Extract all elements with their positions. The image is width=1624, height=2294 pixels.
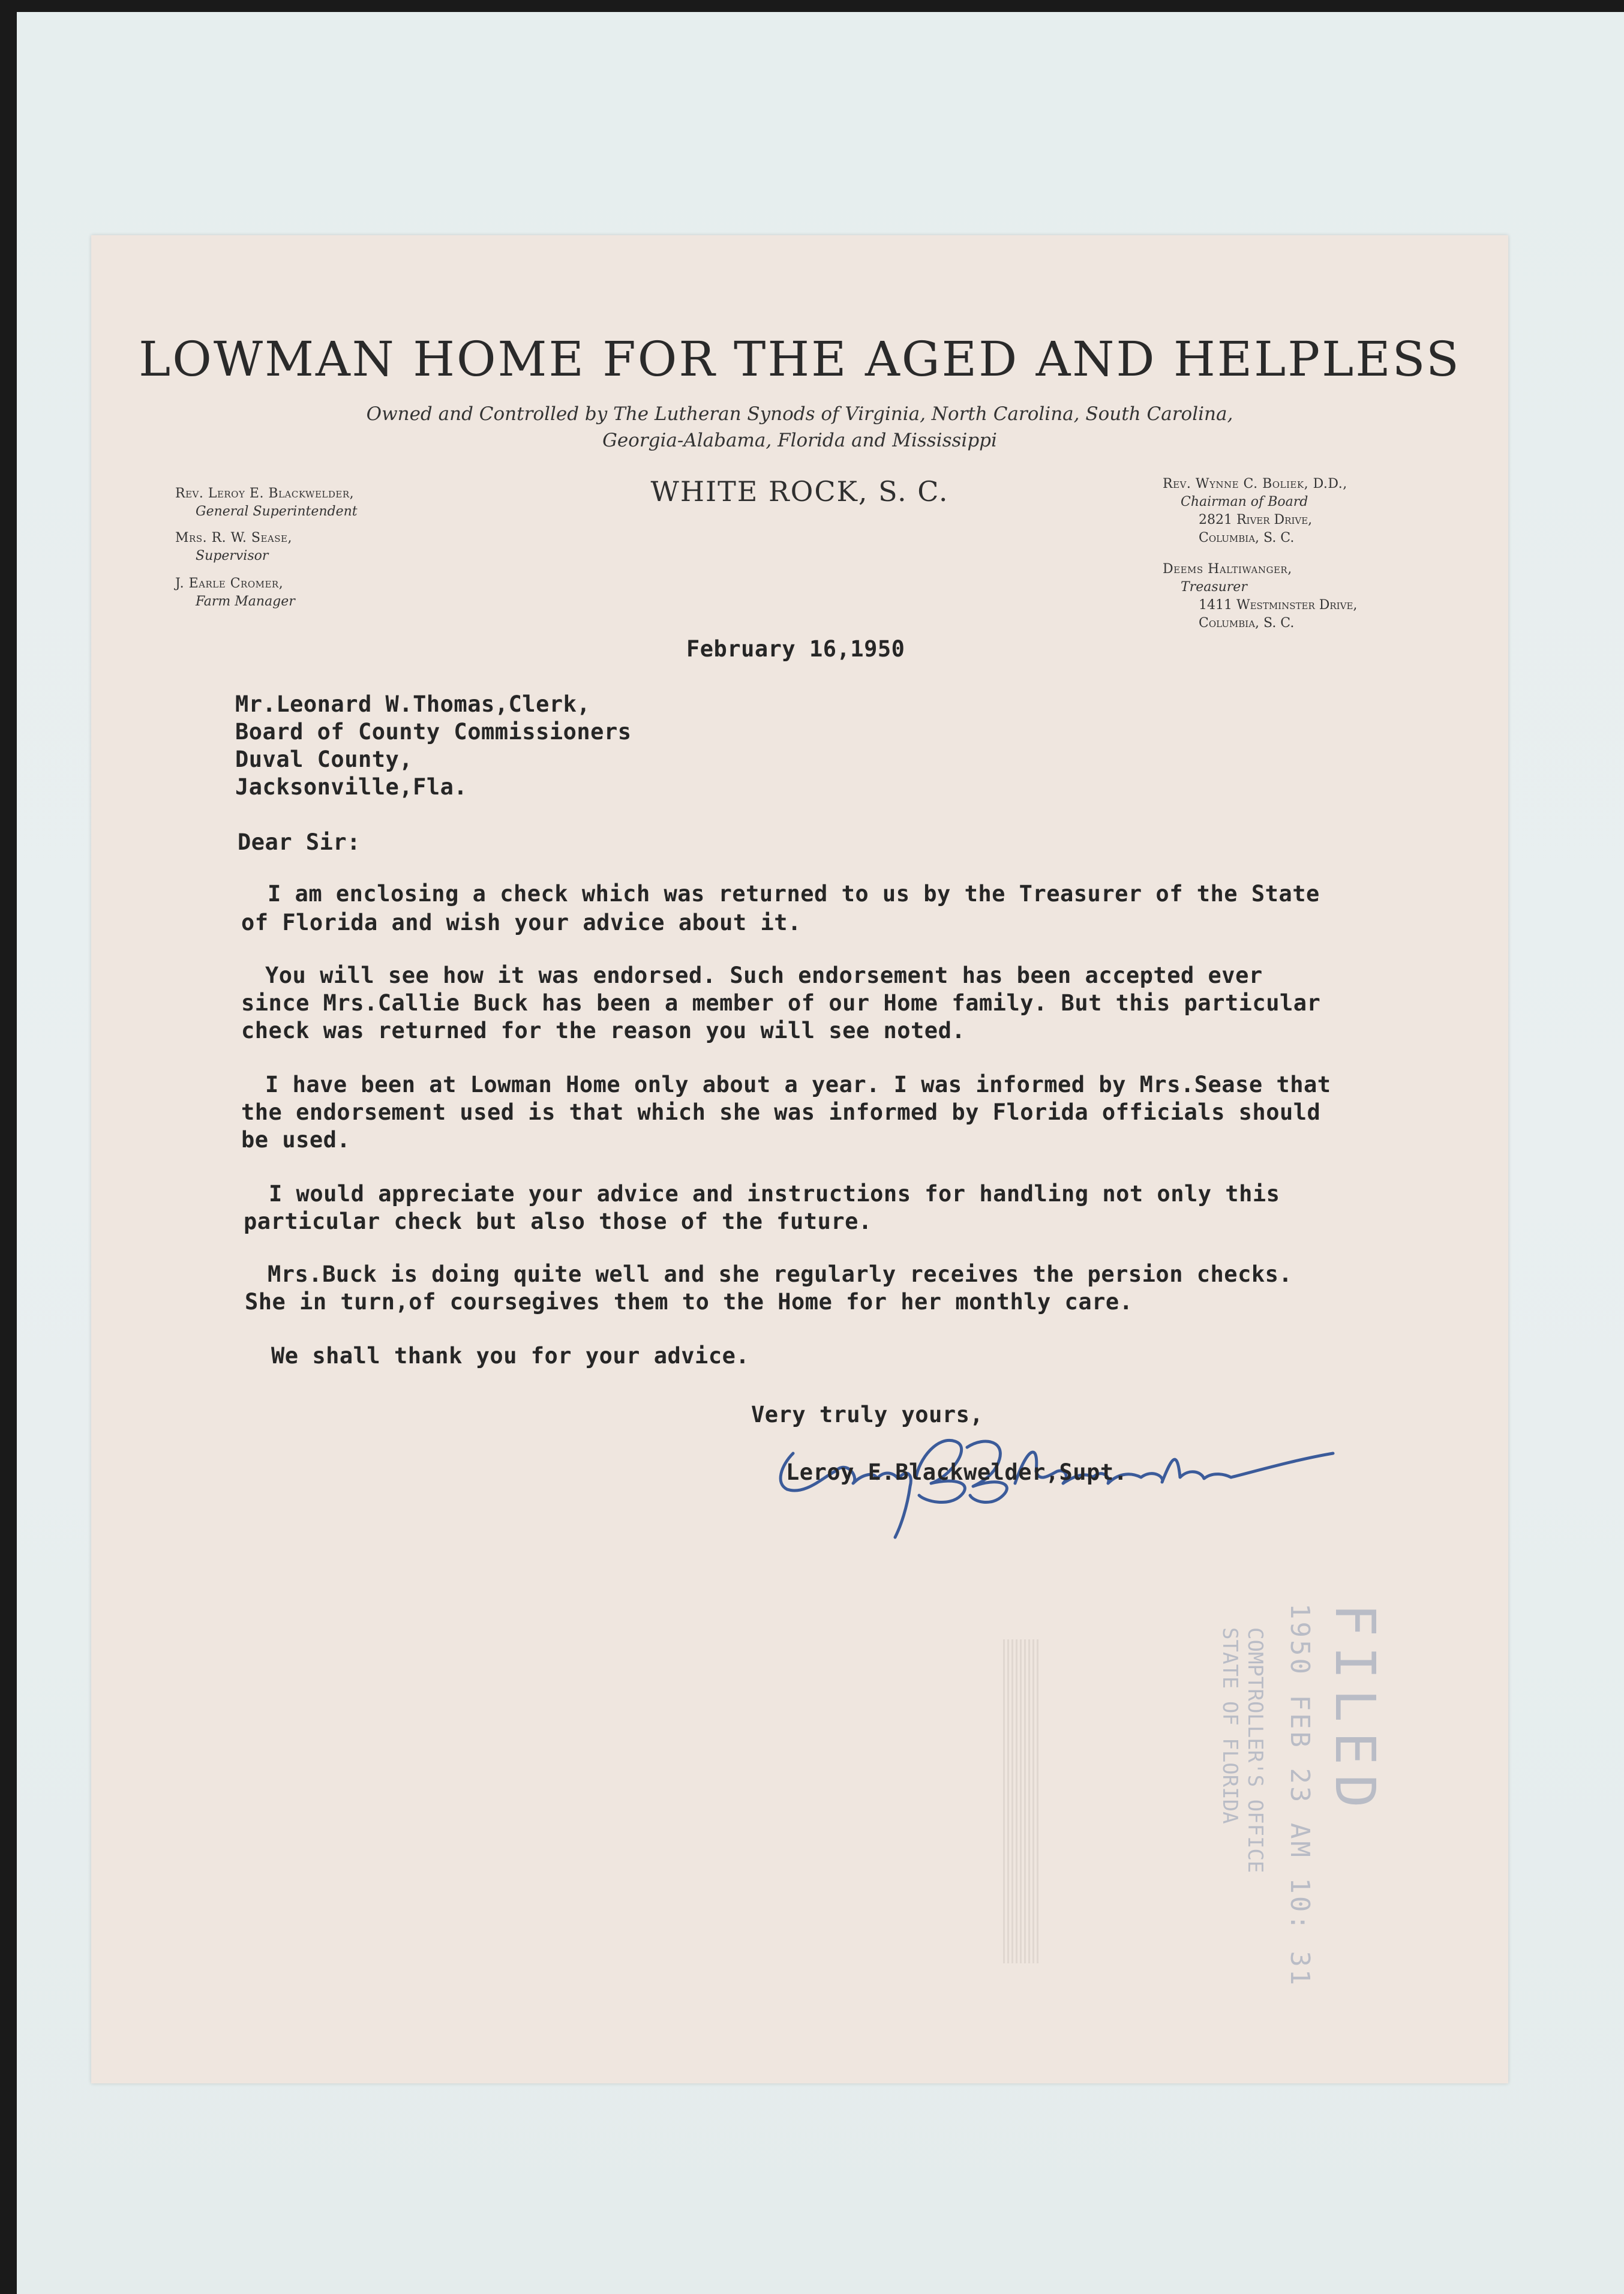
signer-name: Leroy E.Blackwelder,Supt. [786,1459,1128,1485]
faint-mark [1003,1639,1039,1963]
paragraph-3-line-3: be used. [241,1127,351,1153]
letterhead-title: LOWMAN HOME FOR THE AGED AND HELPLESS [139,331,1461,387]
staff-left-name-1: Rev. Leroy E. Blackwelder, [175,486,355,501]
staff-right-name-1: Rev. Wynne C. Boliek, D.D., [1163,476,1347,491]
staff-right-name-2: Deems Haltiwanger, [1163,562,1292,577]
recipient-line-3: Duval County, [235,746,413,772]
paragraph-1-line-2: of Florida and wish your advice about it. [241,910,802,935]
paragraph-2-line-3: check was returned for the reason you will see noted. [241,1018,966,1043]
staff-right-title-2: Treasurer [1181,580,1247,595]
staff-right-address1-2: 1411 Westminster Drive, [1199,598,1358,613]
paragraph-2-line-2: since Mrs.Callie Buck has been a member of our Home family. But this particular [241,990,1321,1016]
paragraph-4-line-1: I would appreciate your advice and instructions for handling not only this [269,1181,1280,1207]
paragraph-3-line-1: I have been at Lowman Home only about a year. I was informed by Mrs.Sease that [265,1072,1331,1097]
stamp-date: 1950 FEB 23 AM 10: 31 [1284,1603,1315,1988]
staff-left-title-1: General Superintendent [196,504,358,519]
paragraph-6-line-1: We shall thank you for your advice. [271,1343,750,1369]
stamp-state: STATE OF FLORIDA [1218,1627,1242,1824]
staff-right-address2-1: Columbia, S. C. [1199,530,1295,545]
letterhead-location: WHITE ROCK, S. C. [650,475,949,508]
salutation: Dear Sir: [238,829,361,855]
letter-sheet [91,235,1508,2083]
staff-left-name-3: J. Earle Cromer, [175,576,284,591]
stamp-filed: FILED [1323,1603,1387,1818]
recipient-line-4: Jacksonville,Fla. [235,774,468,800]
letterhead-subtitle-line2: Georgia-Alabama, Florida and Mississippi [602,430,997,451]
staff-left-name-2: Mrs. R. W. Sease, [175,530,292,545]
paragraph-4-line-2: particular check but also those of the future. [244,1209,872,1234]
closing: Very truly yours, [751,1402,984,1428]
paragraph-3-line-2: the endorsement used is that which she was informed by Florida officials should [241,1099,1321,1125]
staff-right-title-1: Chairman of Board [1181,494,1308,509]
recipient-line-2: Board of County Commissioners [235,719,632,745]
letterhead-subtitle-line1: Owned and Controlled by The Lutheran Synods of Virginia, North Carolina, South Carolina, [366,403,1233,425]
staff-right-address2-2: Columbia, S. C. [1199,616,1295,631]
staff-left-title-2: Supervisor [196,548,269,563]
paragraph-1-line-1: I am enclosing a check which was returned to us by the Treasurer of the State [268,881,1320,907]
recipient-line-1: Mr.Leonard W.Thomas,Clerk, [235,691,591,717]
paragraph-2-line-1: You will see how it was endorsed. Such endorsement has been accepted ever [265,962,1263,988]
staff-left-title-3: Farm Manager [196,594,295,609]
filed-stamp [1135,1603,1387,1988]
letter-date: February 16,1950 [686,636,905,662]
paragraph-5-line-1: Mrs.Buck is doing quite well and she regularly receives the persion checks. [268,1261,1293,1287]
paragraph-5-line-2: She in turn,of coursegives them to the Home for her monthly care. [245,1289,1133,1315]
stamp-office: COMPTROLLER'S OFFICE [1243,1627,1267,1873]
staff-right-address1-1: 2821 River Drive, [1199,512,1313,527]
